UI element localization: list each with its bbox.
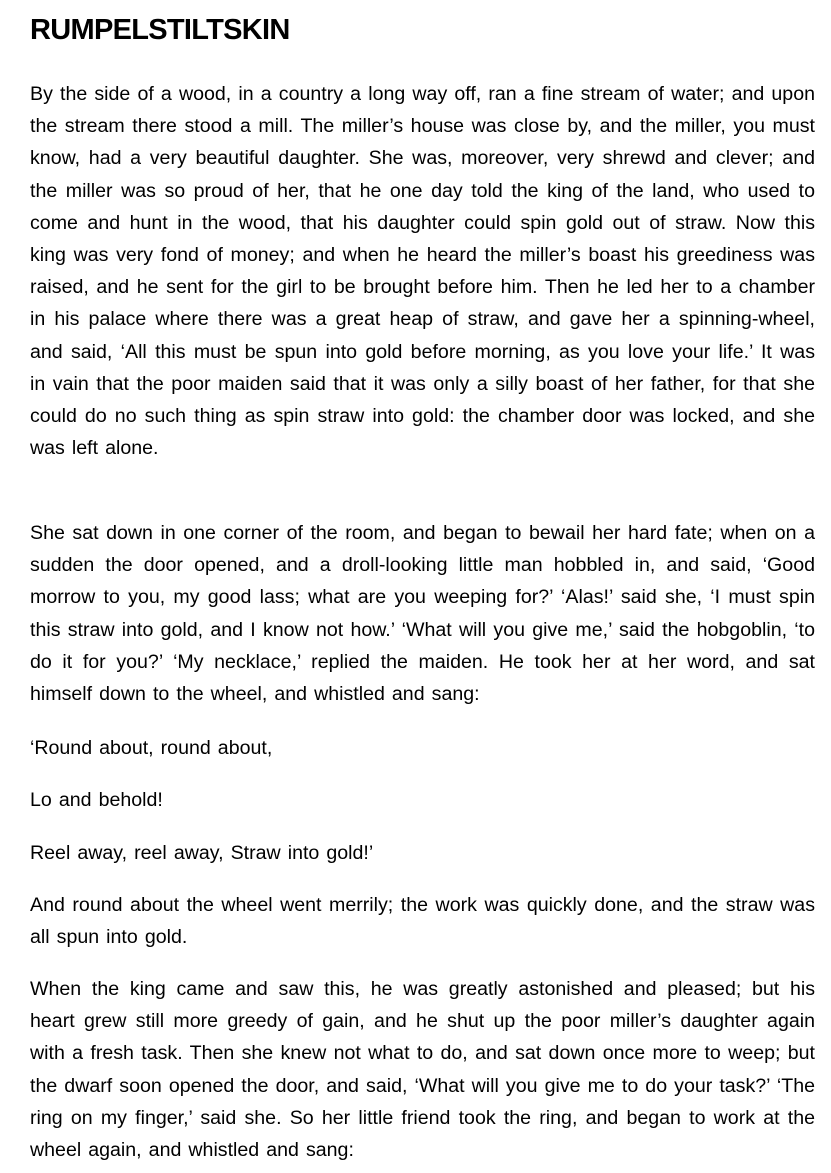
verse-line-2: Lo and behold!: [30, 789, 163, 811]
verse-line-3: Reel away, reel away, Straw into gold!’: [30, 842, 374, 864]
paragraph-2: She sat down in one corner of the room, and began to bewail her hard fate; when on a sudden the door opened, and a droll-looking little man hobbled in, and said, ‘Good morrow to you, my good lass; what are you weeping for?’ ‘Alas!’ said she, ‘I must spin this straw into gold, and I know not how.’ ‘What will you give me,’ said the hobgoblin, ‘to do it for you?’ ‘My necklace,’ replied the maiden. He took her at her word, and sat himself down to the wheel, and whistled and sang:: [30, 522, 815, 706]
paragraph-4: When the king came and saw this, he was greatly astonished and pleased; but his heart grew still more greedy of gain, and he shut up the poor miller’s daughter again with a fresh task. Then she knew not what to do, and sat down once more to weep; but the dwarf soon opened the door, and said, ‘What will you give me to do your task?’ ‘The ring on my finger,’ said she. So her little friend took the ring, and began to work at the wheel again, and whistled and sang:: [30, 978, 815, 1162]
paragraph-3: And round about the wheel went merrily; the work was quickly done, and the straw was all spun into gold.: [30, 894, 815, 949]
verse-line-1: ‘Round about, round about,: [30, 737, 273, 759]
story-title: RUMPELSTILTSKIN: [30, 14, 290, 46]
paragraph-1: By the side of a wood, in a country a long way off, ran a fine stream of water; and upon the stream there stood a mill. The miller’s house was close by, and the miller, you must know, had a very beautiful daughter. She was, moreover, very shrewd and clever; and the miller was so proud of her, that he one day told the king of the land, who used to come and hunt in the wood, that his daughter could spin gold out of straw. Now this king was very fond of money; and when he heard the miller’s boast his greediness was raised, and he sent for the girl to be brought before him. Then he led her to a chamber in his palace where there was a great heap of straw, and gave her a spinning-wheel, and said, ‘All this must be spun into gold before morning, as you love your life.’ It was in vain that the poor maiden said that it was only a silly boast of her father, for that she could do no such thing as spin straw into gold: the chamber door was locked, and she was left alone.: [30, 83, 815, 460]
document-page: [30, 0, 815, 1162]
